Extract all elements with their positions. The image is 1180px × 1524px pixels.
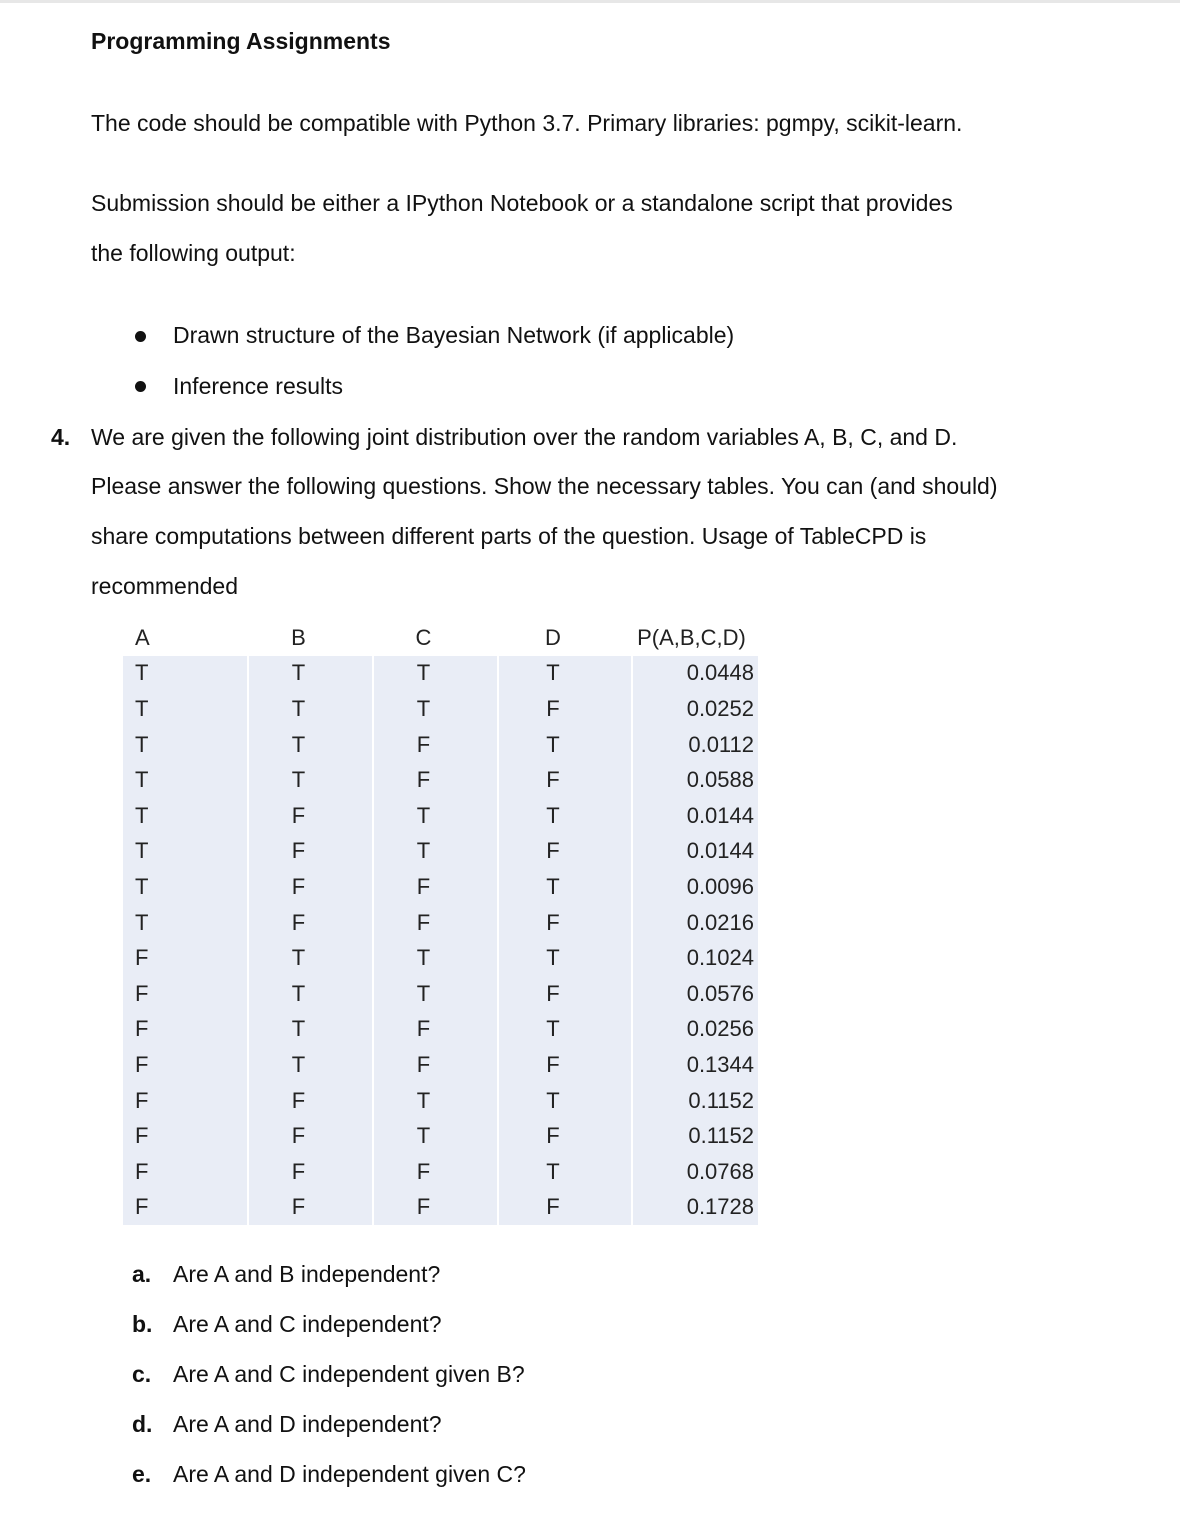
cell-probability: 0.0576	[632, 976, 759, 1012]
cell-d: F	[498, 1190, 632, 1226]
header-cell-a: A	[123, 620, 248, 656]
cell-c: T	[373, 1118, 498, 1154]
question-line: share computations between different parts of the question. Usage of TableCPD is	[91, 523, 927, 549]
cell-b: T	[248, 727, 373, 763]
cell-a: T	[123, 798, 248, 834]
cell-probability: 0.1728	[632, 1190, 759, 1226]
cell-c: F	[373, 762, 498, 798]
bullet-item: Drawn structure of the Bayesian Network (if applicable)	[173, 322, 735, 348]
cell-b: T	[248, 1047, 373, 1083]
cell-c: T	[373, 1083, 498, 1119]
page-top-border	[0, 0, 1180, 3]
cell-probability: 0.0144	[632, 798, 759, 834]
page-title: Programming Assignments	[91, 28, 391, 54]
cell-a: F	[123, 1118, 248, 1154]
header-cell-c: C	[373, 620, 498, 656]
cell-d: F	[498, 762, 632, 798]
cell-probability: 0.0768	[632, 1154, 759, 1190]
intro-text: The code should be compatible with Python 3.7. Primary libraries: pgmpy, scikit-learn.	[91, 110, 963, 136]
cell-b: F	[248, 798, 373, 834]
cell-probability: 0.1152	[632, 1118, 759, 1154]
cell-c: F	[373, 1047, 498, 1083]
question-line: recommended	[91, 573, 239, 599]
subquestion-label: a.	[132, 1261, 152, 1287]
cell-c: F	[373, 1012, 498, 1048]
cell-c: T	[373, 940, 498, 976]
cell-b: F	[248, 1190, 373, 1226]
submission-line-1: Submission should be either a IPython Notebook or a standalone script that provides	[91, 190, 953, 216]
cell-probability: 0.0252	[632, 691, 759, 727]
cell-probability: 0.0448	[632, 656, 759, 692]
cell-probability: 0.0096	[632, 869, 759, 905]
cell-b: F	[248, 1118, 373, 1154]
subquestion-label: b.	[132, 1311, 153, 1337]
cell-probability: 0.1024	[632, 940, 759, 976]
bullet-icon	[135, 331, 146, 342]
table-row	[123, 940, 759, 976]
table-row	[123, 976, 759, 1012]
header-cell-b: B	[248, 620, 373, 656]
cell-a: T	[123, 762, 248, 798]
cell-c: T	[373, 834, 498, 870]
question-line: We are given the following joint distribution over the random variables A, B, C, and D.	[91, 424, 958, 450]
cell-c: T	[373, 976, 498, 1012]
cell-b: F	[248, 834, 373, 870]
cell-a: F	[123, 1154, 248, 1190]
table-row	[123, 905, 759, 941]
cell-a: T	[123, 834, 248, 870]
cell-probability: 0.0216	[632, 905, 759, 941]
table-row	[123, 762, 759, 798]
cell-c: T	[373, 798, 498, 834]
subquestion-label: e.	[132, 1461, 152, 1487]
cell-c: F	[373, 727, 498, 763]
cell-d: T	[498, 1154, 632, 1190]
cell-d: F	[498, 691, 632, 727]
table-row	[123, 1118, 759, 1154]
table-row	[123, 1047, 759, 1083]
cell-a: F	[123, 1190, 248, 1226]
question-line: Please answer the following questions. Show the necessary tables. You can (and should)	[91, 473, 998, 499]
table-row	[123, 727, 759, 763]
subquestion-text: Are A and D independent given C?	[173, 1461, 526, 1487]
cell-c: T	[373, 656, 498, 692]
cell-a: F	[123, 1012, 248, 1048]
subquestion-label: c.	[132, 1361, 152, 1387]
subquestion-text: Are A and C independent?	[173, 1311, 442, 1337]
cell-c: F	[373, 905, 498, 941]
cell-b: F	[248, 905, 373, 941]
cell-b: T	[248, 976, 373, 1012]
cell-d: T	[498, 1083, 632, 1119]
table-row	[123, 691, 759, 727]
cell-probability: 0.0588	[632, 762, 759, 798]
cell-d: F	[498, 1047, 632, 1083]
subquestion-text: Are A and B independent?	[173, 1261, 441, 1287]
header-cell-d: D	[498, 620, 632, 656]
header-cell-probability: P(A,B,C,D)	[632, 620, 759, 656]
cell-b: F	[248, 1083, 373, 1119]
table-row	[123, 1190, 759, 1226]
cell-a: F	[123, 940, 248, 976]
cell-b: T	[248, 691, 373, 727]
cell-d: T	[498, 727, 632, 763]
cell-probability: 0.1344	[632, 1047, 759, 1083]
subquestion-text: Are A and D independent?	[173, 1411, 442, 1437]
table-row	[123, 798, 759, 834]
cell-probability: 0.0144	[632, 834, 759, 870]
cell-a: F	[123, 976, 248, 1012]
cell-a: T	[123, 905, 248, 941]
cell-a: F	[123, 1047, 248, 1083]
cell-b: F	[248, 869, 373, 905]
subquestion-label: d.	[132, 1411, 153, 1437]
cell-b: T	[248, 656, 373, 692]
bullet-icon	[135, 381, 146, 392]
submission-line-2: the following output:	[91, 240, 296, 266]
cell-a: T	[123, 869, 248, 905]
table-header-row	[123, 620, 759, 656]
table-row	[123, 656, 759, 692]
cell-d: T	[498, 1012, 632, 1048]
cell-b: T	[248, 762, 373, 798]
table-row	[123, 834, 759, 870]
table-row	[123, 1083, 759, 1119]
cell-probability: 0.0256	[632, 1012, 759, 1048]
table-row	[123, 1154, 759, 1190]
cell-a: T	[123, 727, 248, 763]
cell-c: F	[373, 1190, 498, 1226]
subquestion-text: Are A and C independent given B?	[173, 1361, 525, 1387]
cell-d: T	[498, 656, 632, 692]
cell-b: F	[248, 1154, 373, 1190]
cell-d: F	[498, 834, 632, 870]
question-number: 4.	[51, 424, 71, 450]
cell-c: T	[373, 691, 498, 727]
cell-d: F	[498, 976, 632, 1012]
cell-d: F	[498, 905, 632, 941]
cell-probability: 0.1152	[632, 1083, 759, 1119]
cell-a: T	[123, 656, 248, 692]
cell-probability: 0.0112	[632, 727, 759, 763]
joint-distribution-table	[123, 620, 759, 1225]
cell-c: F	[373, 1154, 498, 1190]
cell-d: T	[498, 798, 632, 834]
cell-a: F	[123, 1083, 248, 1119]
cell-a: T	[123, 691, 248, 727]
cell-d: F	[498, 1118, 632, 1154]
cell-d: T	[498, 869, 632, 905]
table-row	[123, 1012, 759, 1048]
cell-d: T	[498, 940, 632, 976]
table-row	[123, 869, 759, 905]
bullet-item: Inference results	[173, 373, 344, 399]
cell-c: F	[373, 869, 498, 905]
cell-b: T	[248, 1012, 373, 1048]
cell-b: T	[248, 940, 373, 976]
